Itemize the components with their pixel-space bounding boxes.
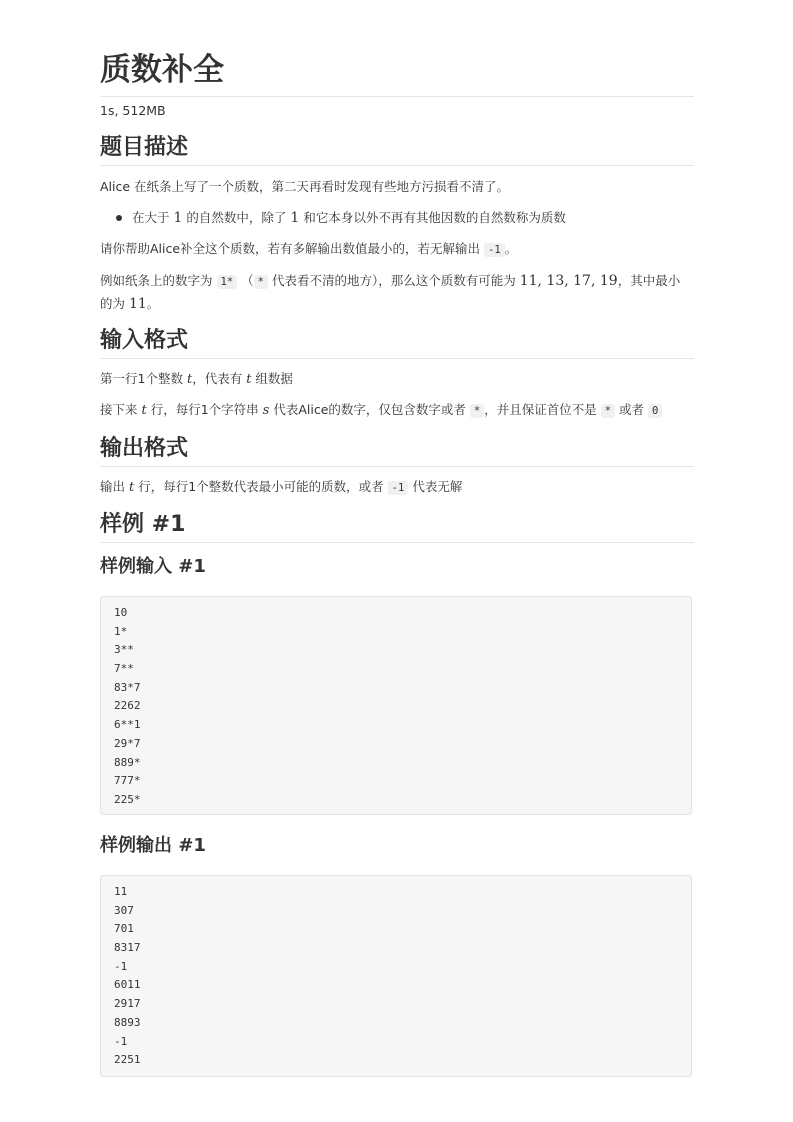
inline-code: * (470, 404, 484, 418)
code-line: 777* (114, 774, 141, 788)
page-title: 质数补全 (100, 50, 694, 97)
output-line: 输出 t 行，每行1个整数代表最小可能的质数，或者 -1 代表无解 (100, 479, 463, 495)
input-line-1: 第一行1个整数 t，代表有 t 组数据 (100, 371, 293, 387)
code-line: -1 (114, 1034, 128, 1048)
code-line: 2917 (114, 997, 141, 1011)
inline-code: 0 (648, 404, 662, 418)
code-line: 701 (114, 922, 134, 936)
sample-output-heading: 样例输出 #1 (100, 835, 206, 856)
code-line: -1 (114, 959, 128, 973)
code-line: 2262 (114, 699, 141, 713)
sample-heading: 样例 #1 (100, 510, 694, 543)
code-line: 1* (114, 624, 128, 638)
code-line: 29*7 (114, 736, 141, 750)
description-list (100, 207, 694, 229)
code-line: 10 (114, 606, 128, 619)
bullet-icon (116, 215, 122, 221)
code-line: 307 (114, 903, 134, 917)
description-example: 例如纸条上的数字为 1* （ * 代表看不清的地方），那么这个质数有可能为 11, 13, 17, 19，其中最小 的为 11。 (100, 273, 681, 312)
description-intro: Alice 在纸条上写了一个质数，第二天再看时发现有些地方污损看不清了。 (100, 179, 510, 194)
limits-text: 1s, 512MB (100, 103, 166, 118)
inline-code: -1 (388, 481, 409, 495)
input-heading: 输入格式 (100, 326, 694, 359)
code-line: 889* (114, 755, 141, 769)
sample-output-block (100, 875, 692, 1077)
code-line: 6**1 (114, 718, 141, 732)
input-line-2: 接下来 t 行，每行1个字符串 s 代表Alice的数字，仅包含数字或者 * ，并且保证首位不是 * 或者 0 (100, 399, 694, 422)
inline-code: 1* (217, 275, 238, 289)
sample-input-heading: 样例输入 #1 (100, 556, 206, 577)
sample-input-block (100, 596, 692, 815)
code-line: 83*7 (114, 680, 141, 694)
code-line: 2251 (114, 1053, 141, 1067)
code-line: 11 (114, 885, 128, 898)
code-line: 6011 (114, 978, 141, 992)
inline-code: * (254, 275, 268, 289)
code-line: 8893 (114, 1015, 141, 1029)
list-item: 在大于 1 的自然数中，除了 1 和它本身以外不再有其他因数的自然数称为质数 (100, 207, 694, 229)
description-request: 请你帮助Alice补全这个质数，若有多解输出数值最小的，若无解输出 -1 。 (100, 241, 518, 256)
code-line: 3** (114, 643, 134, 657)
code-line: 225* (114, 792, 141, 806)
inline-code: * (601, 404, 615, 418)
inline-code: -1 (484, 243, 505, 257)
output-heading: 输出格式 (100, 434, 694, 467)
code-line: 7** (114, 662, 134, 676)
code-line: 8317 (114, 941, 141, 955)
description-heading: 题目描述 (100, 133, 694, 166)
